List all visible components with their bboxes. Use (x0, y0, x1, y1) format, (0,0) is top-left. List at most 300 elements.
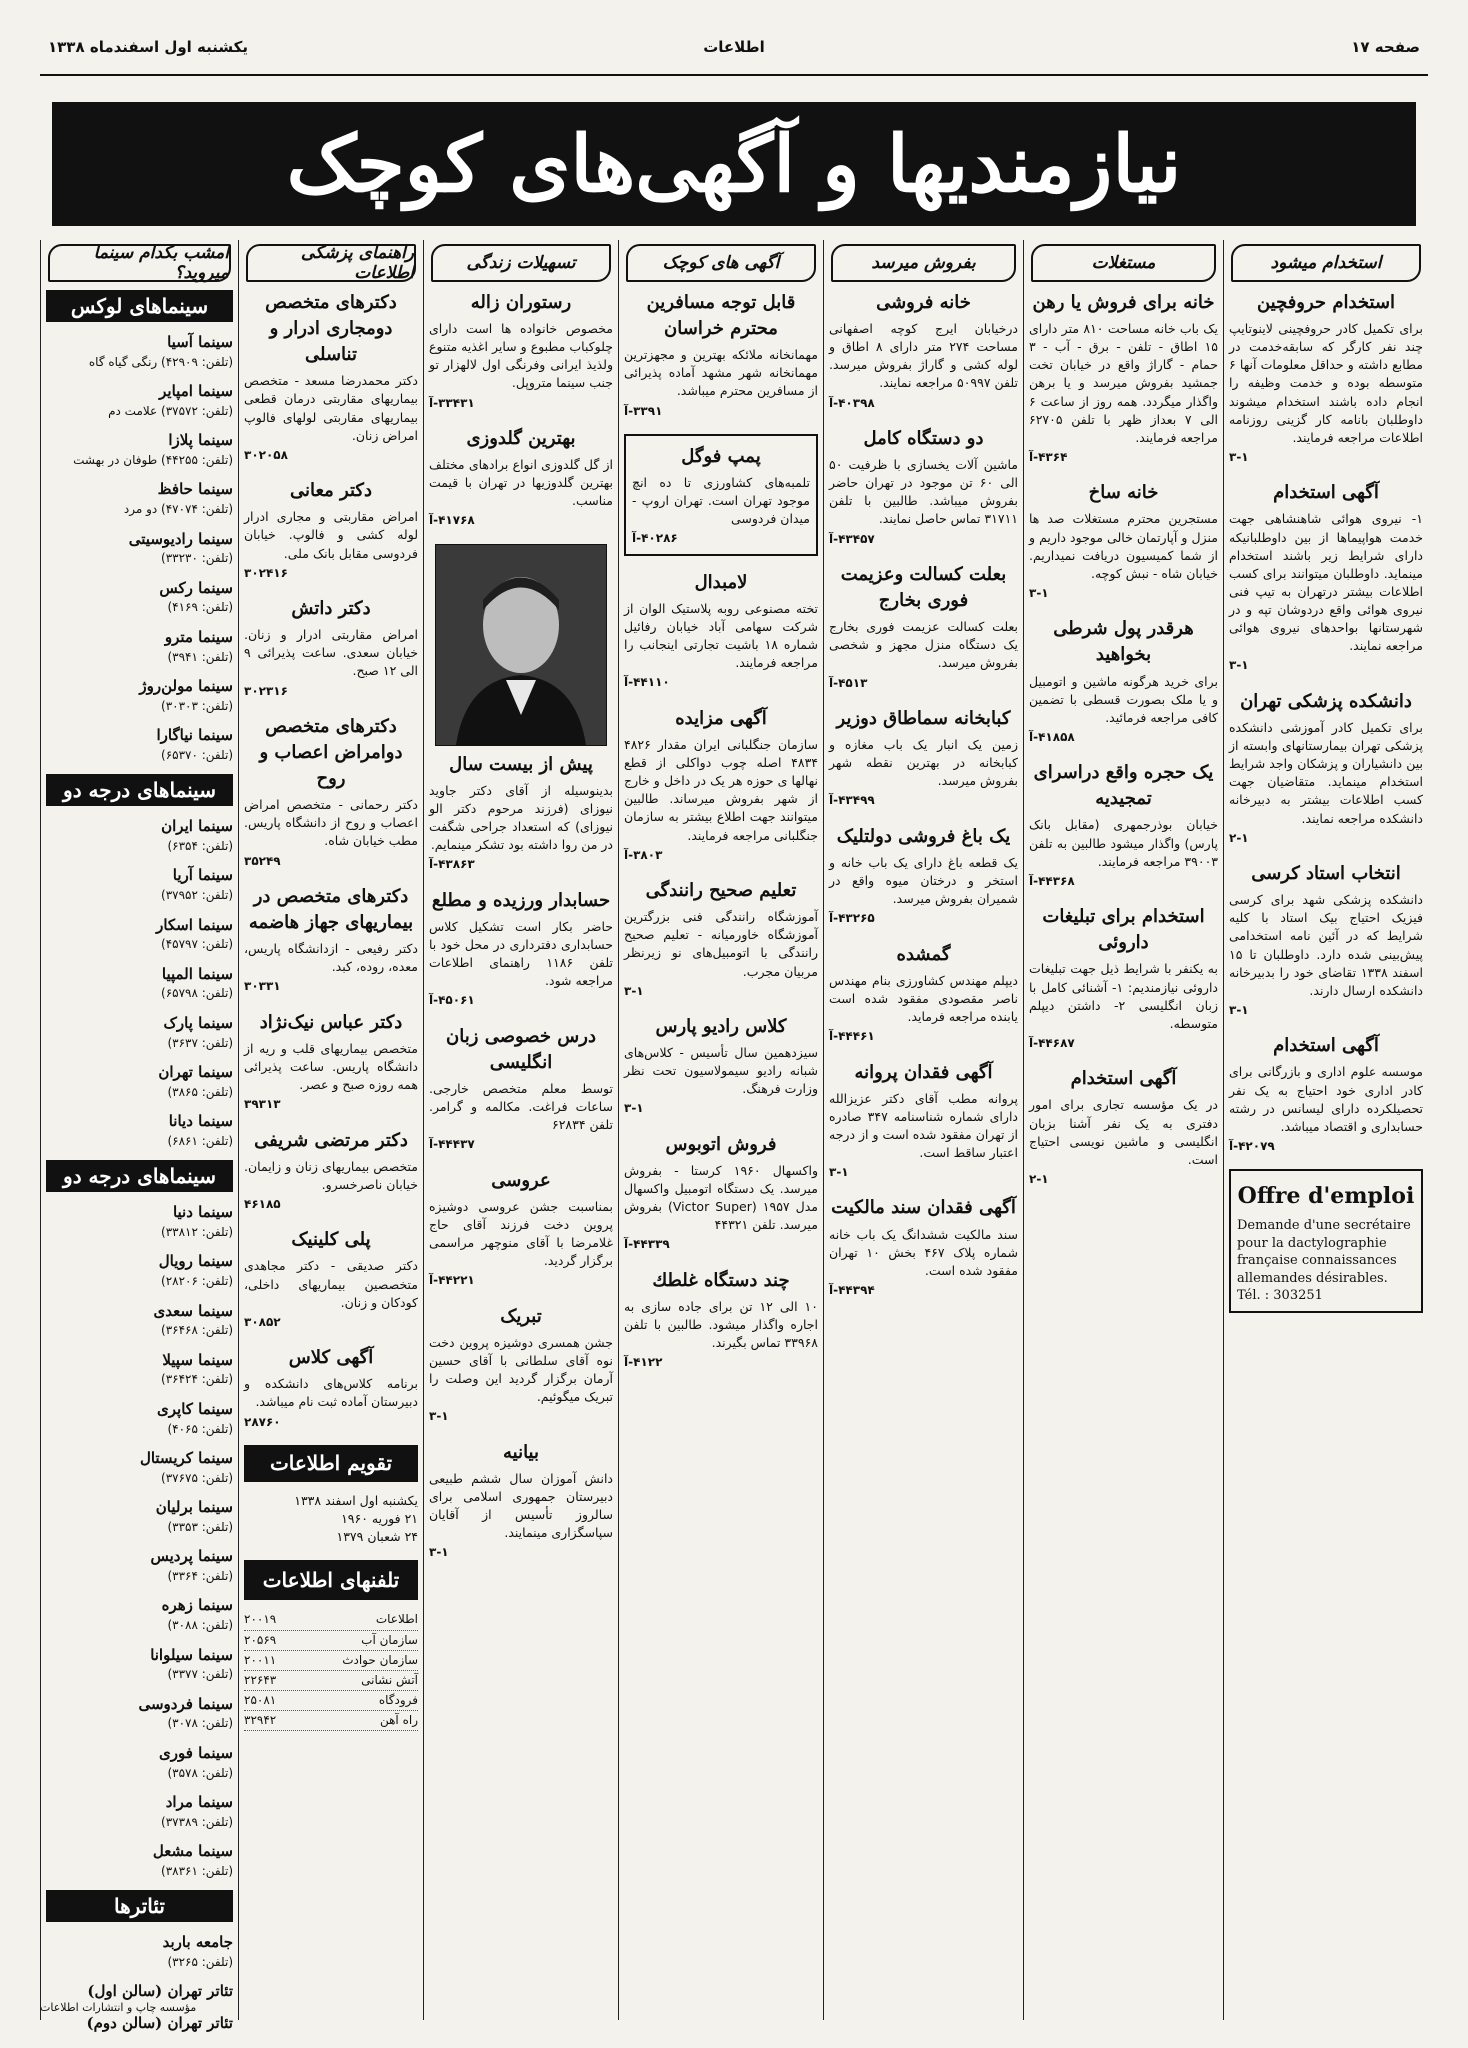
classified-ad (1029, 1066, 1218, 1188)
cinema-info: (تلفن: ۳۲۶۵) (167, 1954, 233, 1969)
cinema-info: (تلفن: ۶۸۶۱) (167, 1133, 233, 1148)
column-heading: امشب بکدام سینما میروید؟ (48, 244, 231, 282)
classified-ad (429, 1168, 613, 1290)
cinema-name: سینما پارک (163, 1013, 233, 1032)
cinema-info: (تلفن: ۳۳۷۷) (167, 1667, 233, 1682)
classified-ad (829, 824, 1018, 928)
cinema-info: (تلفن: ۳۶۴۶۸) (161, 1323, 233, 1338)
cinema-listing (46, 578, 233, 617)
classified-ad (429, 290, 613, 412)
cinema-section-title: سینماهای درجه دو (46, 774, 233, 806)
ad-title: دکترهای متخصص دومجاری ادرار و تناسلی (265, 292, 397, 366)
ad-reference: ۴۱۲۲-آ (624, 1355, 663, 1370)
ad-title: بیانیه (502, 1441, 540, 1463)
cinema-listing (46, 627, 233, 666)
classified-ad (1029, 616, 1218, 746)
ad-body: تلمبه‌های کشاورزی تا ده انچ موجود تهران است. تهران اروپ - میدان فردوسی (632, 475, 810, 527)
classified-ad (244, 1345, 418, 1431)
classified-ad (1229, 1033, 1423, 1155)
ad-body: دکتر محمدرضا مسعد - متخصص بیماریهای مقاربتی درمان قطعی بیماریهای مقاربتی لولهای فالوپ امراض زنان. (244, 373, 418, 443)
ad-column (618, 240, 823, 2020)
cinema-name: سینما سعدی (153, 1301, 233, 1320)
column-heading: مستغلات (1031, 244, 1216, 282)
classified-ad (624, 1014, 818, 1118)
cinema-info: (تلفن: ۳۷۵۷۲) علامت دم (108, 403, 233, 418)
ad-reference: ۴۴۳۹۴-آ (829, 1282, 875, 1297)
column-heading: راهنمای پزشکی اطلاعات (246, 244, 416, 282)
classified-ad (829, 1060, 1018, 1182)
cinema-listing (46, 1595, 233, 1634)
ad-title: استخدام حروفچین (1256, 292, 1396, 313)
ad-reference: ۳-۱ (1229, 1002, 1249, 1017)
cinema-info: (تلفن: ۳۰۳۰۳) (161, 698, 233, 713)
phone-row (244, 1671, 418, 1691)
ad-body: برنامه کلاس‌های دانشکده و دبیرستان آماده ثبت نام میباشد. (244, 1376, 418, 1410)
ad-body: دیپلم مهندس کشاورزی بنام مهندس ناصر مقصودی مفقود شده است یابنده مراجعه فرماید. (829, 972, 1018, 1024)
cinema-info: (تلفن: ۴۰۶۵) (167, 1421, 233, 1436)
cinema-name: سینما المپیا (161, 964, 233, 983)
cinema-info: (تلفن: ۳۳۸۱۲) (161, 1225, 233, 1239)
ad-body: واکسهال ۱۹۶۰ کرستا - بفروش میرسد. یک دستگاه اتومبیل واکسهال مدل ۱۹۵۷ (Victor Super) بفروش میرسد. تلفن ۴۴۳۲۱ (624, 1162, 819, 1233)
ad-reference: ۳۳۹۱-آ (624, 403, 663, 418)
ad-column (823, 240, 1023, 2020)
cinema-name: سینما آسیا (167, 333, 233, 351)
cinema-name: سینما پلازا (168, 431, 233, 450)
classified-ad (244, 1128, 418, 1214)
classified-ad (624, 1132, 818, 1254)
ad-body: دکتر صدیقی - دکتر مجاهدی متخصصین بیماریهای داخلی، کودکان و زنان. (244, 1258, 418, 1310)
cinema-listing (46, 430, 233, 469)
ad-body: ماشین آلات یخسازی با ظرفیت ۵۰ الی ۶۰ تن موجود در تهران حاضر بفروش میباشد. طالبین با تلفن ۳۱۷۱۱ تماس حاصل نمایند. (829, 457, 1018, 527)
ad-reference: ۴۰۳۹۸-آ (829, 395, 875, 410)
cinema-info: (تلفن: ۶۵۳۷۰) (161, 747, 233, 762)
ad-body: بمناسبت جشن عروسی دوشیزه پروین دخت فرزند آقای حاج غلامرضا با آقای منوچهر مراسمی برگزار گردید. (429, 1198, 613, 1269)
phone-row (244, 1711, 418, 1731)
ad-reference: ۴۱۷۶۸-آ (429, 513, 475, 528)
ad-title: بهترین گلدوزی (466, 427, 576, 449)
cinema-listing (46, 1399, 233, 1438)
classified-ad (829, 290, 1018, 412)
cinema-name: سینما رادیوسیتی (128, 529, 233, 548)
ad-reference: ۳۰۳۳۱ (244, 979, 281, 994)
ad-reference: ۳۵۲۴۹ (244, 853, 281, 868)
ad-reference: ۴۴۴۶۱-آ (829, 1029, 875, 1044)
cinema-info: (تلفن: ۳۰۷۸) (167, 1716, 233, 1731)
ad-reference: ۴۴۳۶۸-آ (1029, 873, 1075, 888)
cinema-listing (46, 1645, 233, 1684)
ad-title: دکتر معانی (289, 480, 373, 502)
classified-ad (829, 562, 1018, 692)
cinema-info: (تلفن: ۴۷۰۷۴) دو مرد (123, 502, 233, 517)
classified-ad (829, 426, 1018, 548)
cinema-name: سینما سپیلا (162, 1350, 233, 1369)
classified-ad (1229, 290, 1423, 466)
ad-reference: ۳-۱ (1229, 449, 1249, 464)
cinema-name: سینما مترو (164, 627, 233, 646)
ad-title: آگهی فقدان سند مالکیت (831, 1197, 1016, 1219)
cinema-section-title: سینماهای درجه دو (46, 1160, 233, 1192)
classified-ad (1229, 861, 1423, 1019)
ad-reference: ۴۵۱۳-آ (829, 675, 868, 690)
ad-title: بعلت کسالت وعزیمت فوری بخارج (840, 563, 1007, 612)
cinema-listing (46, 1932, 233, 1971)
ad-reference: ۲-۱ (1229, 830, 1249, 845)
ad-body: برای تکمیل کادر آموزشی دانشکده پزشکی تهران بیمارستانهای وابسته از بین دانشیاران و پزشکان واجد شرایط استخدام مینماید. متقاضیان جهت کسب اطلاعات بیشتر به دبیرخانه دانشکده مراجعه نمایند. (1229, 719, 1423, 826)
ad-body: ۱۰ الی ۱۲ تن برای جاده سازی به اجاره واگذار میشود. طالبین با تلفن ۳۳۹۶۸ تماس بگیرند. (624, 1298, 818, 1351)
cinema-listing (46, 332, 233, 371)
cinema-name: سینما مراد (165, 1792, 233, 1811)
ad-body: دکتر رحمانی - متخصص امراض اعصاب و روح از دانشگاه پاریس. مطب خیابان شاه. (244, 797, 418, 849)
phone-number: ۲۰۰۱۹ (244, 1612, 277, 1627)
classified-ad (429, 888, 613, 1010)
calendar-line: یکشنبه اول اسفند ۱۳۳۸ (294, 1492, 418, 1508)
phone-label: فرودگاه (378, 1693, 418, 1708)
ad-body: از گل گلدوزی انواع برادهای مختلف بهترین گلدوزیها در تهران با قیمت مناسب. (429, 457, 613, 509)
phone-row (244, 1631, 418, 1651)
ad-title: چند دستگاه غلطك (652, 1269, 790, 1291)
cinema-listing (46, 1251, 233, 1290)
ad-title: کلاس رادیو پارس (655, 1016, 787, 1038)
ad-reference: ۳۰۲۰۵۸ (244, 447, 288, 462)
french-ad (1229, 1169, 1423, 1313)
cinema-name: سینما رویال (158, 1252, 233, 1271)
ad-reference: ۴۴۱۱۰-آ (624, 675, 670, 690)
ad-reference: ۴۳۴۹۹-آ (829, 793, 875, 808)
ad-title: عروسی (491, 1169, 551, 1191)
cinema-name: سینما برلیان (155, 1498, 233, 1517)
cinema-info: (تلفن: ۳۸۶۵) (167, 1084, 233, 1099)
cinema-info: (تلفن: ۳۶۳۷) (167, 1035, 233, 1050)
ad-reference: ۴۲۰۷۹-آ (1229, 1138, 1275, 1153)
cinema-info: (تلفن: ۲۸۲۰۶) (161, 1274, 233, 1289)
ad-body: خیابان بوذرجمهری (مقابل بانک پارس) واگذار میشود طالبین به تلفن ۳۹۰۰۳ مراجعه فرمایند. (1029, 817, 1218, 869)
cinema-info: (تلفن: ۳۳۲۳۰) (161, 551, 233, 566)
cinema-listing (46, 725, 233, 764)
ad-body: مستجرین محترم مستغلات صد ها منزل و آپارتمان خالی موجود داریم و از شما کمیسیون دریافت نمیداریم. خیابان شاه - نبش کوچه. (1029, 511, 1218, 581)
ad-title: استخدام برای تبلیغات داروئی (1042, 906, 1205, 954)
classified-ad (244, 714, 418, 870)
ad-body: موسسه علوم اداری و بازرگانی برای کادر اداری خود احتیاج به یک نفر تحصیلکرده دارای لیسانس در رشته حسابداری و اقتصاد میباشد. (1229, 1064, 1423, 1134)
column-heading: تسهیلات زندگی (431, 244, 611, 282)
ad-reference: ۴۴۲۲۱-آ (429, 1273, 475, 1288)
cinema-name: سینما فوری (159, 1743, 233, 1762)
ad-title: دکتر عباس نیک‌نژاد (259, 1011, 403, 1033)
ad-body: مهمانخانه ملائکه بهترین و مجهزترین مهمانخانه شهر مشهد آماده پذیرائی از مسافرین محترم میباشد. (624, 347, 818, 399)
cinema-name: سینما رکس (159, 578, 233, 597)
ad-reference: ۳۰۸۵۲ (244, 1314, 281, 1329)
ad-reference: ۴۶۱۸۵ (244, 1196, 281, 1211)
phone-number: ۲۰۰۱۱ (244, 1652, 277, 1667)
cinema-info: (تلفن: ۳۰۸۸) (167, 1618, 233, 1633)
cinema-listing (46, 1841, 233, 1880)
calendar-line: ۲۴ شعبان ۱۳۷۹ (336, 1529, 418, 1545)
cinema-listing (46, 1111, 233, 1150)
ad-body: آموزشگاه رانندگی فنی بزرگترین آموزشگاه خاورمیانه - تعلیم صحیح رانندگی با اتومبیل‌های نو زیرنظر مربیان مجرب. (624, 909, 818, 979)
cinema-info: (تلفن: ۳۹۴۱) (167, 649, 233, 664)
ad-reference: ۳-۱ (429, 1409, 449, 1424)
ad-body: دانش آموزان سال ششم طبیعی دبیرستان جمهوری اسلامی برای سالروز تأسیس از آقایان سپاسگزاری مینمایند. (429, 1470, 613, 1541)
ad-column (40, 240, 238, 2033)
cinema-listing (46, 529, 233, 568)
phone-number: ۳۲۹۴۲ (244, 1713, 277, 1728)
section-banner: نیازمندیها و آگهی‌های کوچک (52, 102, 1416, 226)
ad-body: برای تکمیل کادر حروفچینی لاینوتایپ چند نفر کارگر که سابقه‌خدمت در مطابع داشته و حداقل معلومات آنها ۶ متوسطه بوده و خدمت وظیفه را انجام داده باشند استخدام میشوند داوطلبان بانامه کار گزینی روزنامه اطلاعات مراجعه فرمایند. (1229, 321, 1423, 445)
cinema-name: سینما تهران (158, 1062, 233, 1081)
cinema-listing (46, 2013, 233, 2035)
french-ad-body: Demande d'une secrétaire pour la dactylographie française connaissances allemandes désirables. Tél. : 303251 (1237, 1218, 1411, 1304)
ad-title: هرقدر پول شرطی بخواهید (1053, 618, 1194, 666)
cinema-info: (تلفن: ۳۷۶۷۵) (161, 1470, 233, 1485)
ad-reference: ۴۵۰۶۱-آ (429, 993, 475, 1008)
cinema-listing (46, 1202, 233, 1241)
calendar-title: تقویم اطلاعات (244, 1445, 418, 1482)
ad-reference: ۴۴۳۳۹-آ (624, 1237, 670, 1252)
cinema-info: (تلفن: ۳۷۹۵۲) (161, 888, 233, 903)
ad-reference: ۴۳۶۴-آ (1029, 449, 1068, 464)
ad-body: حاضر بکار است تشکیل کلاس حسابداری دفترداری در محل خود با تلفن ۱۱۸۶ راهنمای اطلاعات مراجعه شود. (429, 918, 613, 989)
ad-title: تعلیم صحیح رانندگی (645, 880, 797, 902)
classified-ad (1029, 760, 1218, 890)
ad-reference: ۲-۱ (1029, 1171, 1049, 1186)
ad-reference: ۴۳۸۶۳-آ (429, 857, 475, 872)
ad-title: حسابدار ورزیده و مطلع (431, 889, 611, 911)
ad-title: انتخاب استاد کرسی (1251, 863, 1401, 885)
ad-body: پروانه مطب آقای دکتر عزیزالله دارای شماره شناسنامه ۳۴۷ صادره از تهران مفقود شده است و از درجه اعتبار ساقط است. (829, 1090, 1018, 1160)
cinema-name: تئاتر تهران (سالن دوم) (86, 2014, 233, 2033)
ad-body: متخصص بیماریهای قلب و ریه از دانشگاه پاریس. ساعت پذیرائی همه روزه صبح و عصر. (244, 1040, 418, 1093)
ad-title: آگهی استخدام (1273, 1035, 1379, 1057)
ad-reference: ۳-۱ (624, 983, 644, 998)
cinema-name: سینما کریستال (139, 1448, 233, 1467)
classified-ad (244, 1227, 418, 1331)
ad-body: مخصوص خانواده ها است دارای چلوکباب مطبوع و سایر اغذیه متنوع ولذیذ ایرانی وفرنگی اول لالهزار تو جنب سینما متروپل. (429, 321, 613, 391)
classified-ad (429, 752, 613, 874)
classified-ad (1029, 904, 1218, 1052)
cinema-name: سینما سیلوانا (150, 1645, 233, 1664)
ad-title: یک حجره واقع دراسرای تمجیدیه (1033, 762, 1214, 810)
classified-ad (429, 426, 613, 530)
portrait-photo (435, 544, 607, 746)
newspaper-page (40, 30, 1428, 2033)
ad-column (238, 240, 423, 2020)
ad-title: دکتر داتش (291, 598, 371, 620)
cinema-name: سینما امپایر (159, 382, 233, 401)
ad-reference: ۳-۱ (1029, 585, 1049, 600)
ad-reference: ۳۸۰۳-آ (624, 847, 663, 862)
classified-ad (829, 1195, 1018, 1299)
classified-ad (624, 570, 818, 692)
cinema-listing (46, 1981, 233, 2003)
ad-title: یک باغ فروشی دولتلیک (836, 825, 1011, 847)
cinema-listing (46, 1013, 233, 1052)
ad-title: آگهی فقدان پروانه (854, 1061, 993, 1083)
ad-body: زمین یک انبار یک باب مغازه و کبابخانه در بهترین نقطه شهر بفروش میرسد. (829, 737, 1018, 789)
ad-body: دانشکده پزشکی شهد برای کرسی فیزیک احتیاج بیک استاد با کلیه شرایط که در آئین نامه استخدامی پیش‌بینی شده دارد. داوطلبان تا ۱۵ اسفند ۱۳۳۸ تقاضای خود را بدبیرخانه دانشکده ارسال دارند. (1229, 892, 1423, 998)
french-ad-title: Offre d'emploi (1237, 1183, 1415, 1210)
classified-ad (829, 706, 1018, 810)
cinema-name: سینما دیانا (168, 1112, 233, 1131)
cinema-listing (46, 1301, 233, 1340)
cinema-info: (تلفن: ۳۸۳۶۱) (161, 1863, 233, 1878)
calendar-line: ۲۱ فوریه ۱۹۶۰ (341, 1511, 418, 1527)
ad-title: دکترهای متخصص در بیماریهای جهاز هاضمه (248, 885, 414, 934)
cinema-info: (تلفن: ۶۵۷۹۸) (161, 986, 233, 1001)
ad-reference: ۴۰۲۸۶-آ (632, 531, 678, 546)
calendar-box (244, 1445, 418, 1546)
phone-number: ۲۲۶۴۳ (244, 1672, 277, 1687)
ad-body: بدینوسیله از آقای دکتر جاوید نیوزای (فرزند مرحوم دکتر الو نیوزای) که استعداد جراحی شگفت در من روا داشته بود تشکر مینمایم. (429, 782, 613, 853)
cinema-listing (46, 381, 233, 420)
cinema-name: سینما مشعل (152, 1842, 233, 1861)
ad-body: امراض مقاربتی و مجاری ادرار لوله کشی و فالوپ. خیابان فردوسی مقابل بانک ملی. (244, 509, 418, 561)
classified-ad (624, 706, 818, 864)
issue-date: یکشنبه اول اسفندماه ۱۳۳۸ (48, 38, 248, 56)
ad-body: تخته مصنوعی روبه پلاستیک الوان از شرکت سهامی آباد خیابان رفائیل شماره ۱۸ باشیت تجارتی اینجانب را مراجعه فرمایند. (624, 600, 818, 671)
ad-column (1223, 240, 1428, 2020)
classified-ad (624, 434, 818, 556)
ad-reference: ۳۳۴۳۱-آ (429, 395, 475, 410)
classified-ad (429, 1304, 613, 1426)
classified-ad (244, 596, 418, 700)
ad-reference: ۳۰۲۳۱۶ (244, 683, 288, 698)
phone-row (244, 1610, 418, 1630)
ad-title: خانه فروشی (876, 292, 971, 313)
header-rule (40, 74, 1428, 76)
classified-ad (624, 290, 818, 420)
cinema-listing (46, 1743, 233, 1782)
ad-column (423, 240, 618, 2020)
cinema-listing (46, 915, 233, 954)
column-heading: آگهی های کوچک (626, 244, 816, 282)
phone-directory-title: تلفنهای اطلاعات (244, 1560, 418, 1600)
ad-title: رستوران زاله (470, 292, 572, 313)
ad-reference: ۴۴۴۳۷-آ (429, 1137, 475, 1152)
ad-title: کبابخانه سماطاق دوزیر (836, 707, 1011, 729)
ad-body: توسط معلم متخصص خارجی. ساعات فراغت. مکالمه و گرامر. تلفن ۶۲۸۳۴ (429, 1081, 613, 1133)
cinema-name: سینما نیاگارا (156, 726, 233, 745)
ad-body: بعلت کسالت عزیمت فوری بخارج یک دستگاه منزل مجهز و شخصی بفروش میرسد. (829, 619, 1018, 671)
cinema-name: تئاتر تهران (سالن اول) (87, 1982, 233, 2001)
ad-reference: ۴۱۸۵۸-آ (1029, 729, 1075, 744)
classified-ad (1229, 689, 1423, 847)
ad-reference: ۲۸۷۶۰ (244, 1414, 281, 1429)
ad-reference: ۴۴۶۸۷-آ (1029, 1035, 1075, 1050)
cinema-info: (تلفن: ۴۵۷۹۷) (161, 937, 233, 952)
ad-title: پیش از بیست سال (449, 753, 593, 775)
ad-reference: ۳۰۲۴۱۶ (244, 565, 288, 580)
classified-ad (429, 1440, 613, 1562)
ad-body: یک باب خانه مساحت ۸۱۰ متر دارای ۱۵ اطاق - تلفن - برق - آب - ۳ حمام - گاراژ واقع در خیابان تخت جمشید بفروش میرسد و یا برهن واگذار میگردد. همه روز از ساعت ۶ الی ۷ بعداز ظهر با تلفن ۶۲۷۰۵ مراجعه فرمایند. (1029, 321, 1218, 445)
cinema-info: (تلفن: ۴۲۹۰۹) رنگی گیاه گاه (88, 354, 233, 369)
cinema-info: (تلفن: ۴۱۶۹) (167, 600, 233, 615)
phone-directory (244, 1560, 418, 1731)
ad-title: قابل توجه مسافرین محترم خراسان (646, 292, 796, 340)
ad-reference: ۳-۱ (624, 1101, 644, 1116)
classified-ad (244, 884, 418, 996)
classified-ad (429, 1024, 613, 1154)
cinema-info: (تلفن: ۶۳۵۴) (167, 839, 233, 854)
cinema-section-title: سینماهای لوکس (46, 290, 233, 322)
cinema-name: سینما دنیا (172, 1203, 233, 1222)
ad-title: آگهی مزایده (675, 707, 767, 729)
phone-label: اطلاعات (375, 1612, 418, 1627)
ad-title: تبریک (500, 1305, 542, 1327)
classified-ad (1029, 290, 1218, 466)
cinema-name: سینما زهره (161, 1596, 233, 1615)
ad-title: دو دستگاه کامل (863, 427, 984, 449)
classified-ad (624, 878, 818, 1000)
cinema-listing (46, 676, 233, 715)
cinema-listing (46, 1792, 233, 1831)
ad-body: یک قطعه باغ دارای یک باب خانه و استخر و درختان میوه واقع در شمیران بفروش میرسد. (829, 854, 1018, 907)
ad-title: دکترهای متخصص دوامراض اعصاب و روح (259, 715, 403, 790)
cinema-info: (تلفن: ۳۳۵۳) (167, 1519, 233, 1534)
ad-body: دکتر رفیعی - ازدانشگاه پاریس، معده، روده، کبد. (244, 941, 418, 975)
phone-number: ۲۰۵۶۹ (244, 1632, 277, 1647)
ad-title: آگهی کلاس (288, 1347, 374, 1369)
cinema-listing (46, 479, 233, 518)
cinema-section-title: تئاترها (46, 1890, 233, 1922)
cinema-name: سینما کاپری (157, 1399, 233, 1418)
classified-ad (244, 478, 418, 582)
cinema-listing (46, 1497, 233, 1536)
ad-reference: ۴۳۴۵۷-آ (829, 531, 875, 546)
ad-title: دانشکده پزشکی تهران (1240, 690, 1412, 712)
classified-ad (244, 290, 418, 464)
cinema-name: سینما حافظ (157, 480, 233, 499)
cinema-name: سینما ایران (161, 817, 233, 836)
ad-body: درخیابان ایرج کوچه اصفهانی مساحت ۲۷۴ متر دارای ۸ اطاق و لوله کشی و گاراژ بفروش میرسد. تلفن ۵۰۹۹۷ مراجعه نمایند. (829, 321, 1018, 391)
ad-body: به یکنفر با شرایط ذیل جهت تبلیغات داروئی نیازمندیم: ۱- آشنائی کامل با زبان انگلیسی ۲- داشتن دیپلم متوسطه. (1029, 961, 1218, 1031)
running-header (40, 38, 1428, 70)
ad-title: آگهی استخدام (1273, 482, 1379, 504)
phone-row (244, 1691, 418, 1711)
cinema-listing (46, 1062, 233, 1101)
phone-label: راه آهن (379, 1713, 418, 1728)
ad-body: برای خرید هرگونه ماشین و اتومبیل و یا ملک بصورت قسطی با تضمین کافی مراجعه فرمائید. (1029, 673, 1218, 725)
page-number: صفحه ۱۷ (1351, 38, 1420, 56)
classified-ad (244, 1010, 418, 1114)
cinema-listing (46, 816, 233, 855)
cinema-name: جامعه باربد (162, 1933, 233, 1952)
ad-column (1023, 240, 1223, 2020)
cinema-listing (46, 1694, 233, 1733)
column-heading: استخدام میشود (1231, 244, 1421, 282)
cinema-listing (46, 865, 233, 904)
ad-body: امراض مقاربتی ادرار و زنان. خیابان سعدی. ساعت پذیرائی ۹ الی ۱۲ صبح. (244, 627, 418, 679)
ad-title: درس خصوصی زبان انگلیسی (446, 1025, 596, 1073)
ad-body: سیزدهمین سال تأسیس - کلاس‌های شبانه رادیو سیمولاسیون تحت نظر وزارت فرهنگ. (624, 1045, 818, 1097)
ad-body: ۱- نیروی هوائی شاهنشاهی جهت خدمت هواپیماها از بین داوطلبانیکه دارای شرایط زیر باشند استخدام مینماید. داوطلبان میتوانند برای کسب اطلاعات بیشتر درتهران به تیپ فنی نیروی هوائی واقع دردوشان تپه و در شهرستانها بواحدهای نیروی هوائی مراجعه نمایند. (1229, 511, 1423, 654)
ad-title: لامبدال (694, 571, 748, 593)
ad-title: خانه ساخ (1088, 482, 1159, 504)
cinema-listing (46, 1350, 233, 1389)
ad-title: پمپ فوگل (681, 445, 761, 467)
cinema-name: سینما مولن‌روژ (139, 676, 233, 695)
phone-label: سازمان آب (361, 1632, 418, 1647)
cinema-listing (46, 964, 233, 1003)
phone-label: سازمان حوادث (342, 1652, 418, 1667)
cinema-info: (تلفن: ۳۵۷۸) (167, 1765, 233, 1780)
ad-title: دکتر مرتضی شریفی (254, 1129, 408, 1151)
ad-title: آگهی استخدام (1070, 1068, 1177, 1090)
classified-ad (829, 942, 1018, 1046)
ad-title: پلی کلینیک (291, 1229, 371, 1251)
footer-credit: مؤسسه چاپ و انتشارات اطلاعات (40, 2001, 197, 2014)
ad-body: سازمان جنگلبانی ایران مقدار ۴۸۲۶ ۴۸۳۴ اصله چوب دواکلی از قطع نهالها ی حوزه هر یک در داخل و خارج از شهر بفروش میرساند. طالبین میتوانند جهت اطلاع بیشتر به سازمان جنگلبانی مراجعه فرمایند. (624, 736, 818, 843)
cinema-info: (تلفن: ۳۷۳۸۹) (161, 1814, 233, 1829)
ad-body: جشن همسری دوشیزه پروین دخت نوه آقای سلطانی با آقای حسین آرمان برگزار گردید این وصلت را تبریک میگوئیم. (429, 1334, 613, 1405)
